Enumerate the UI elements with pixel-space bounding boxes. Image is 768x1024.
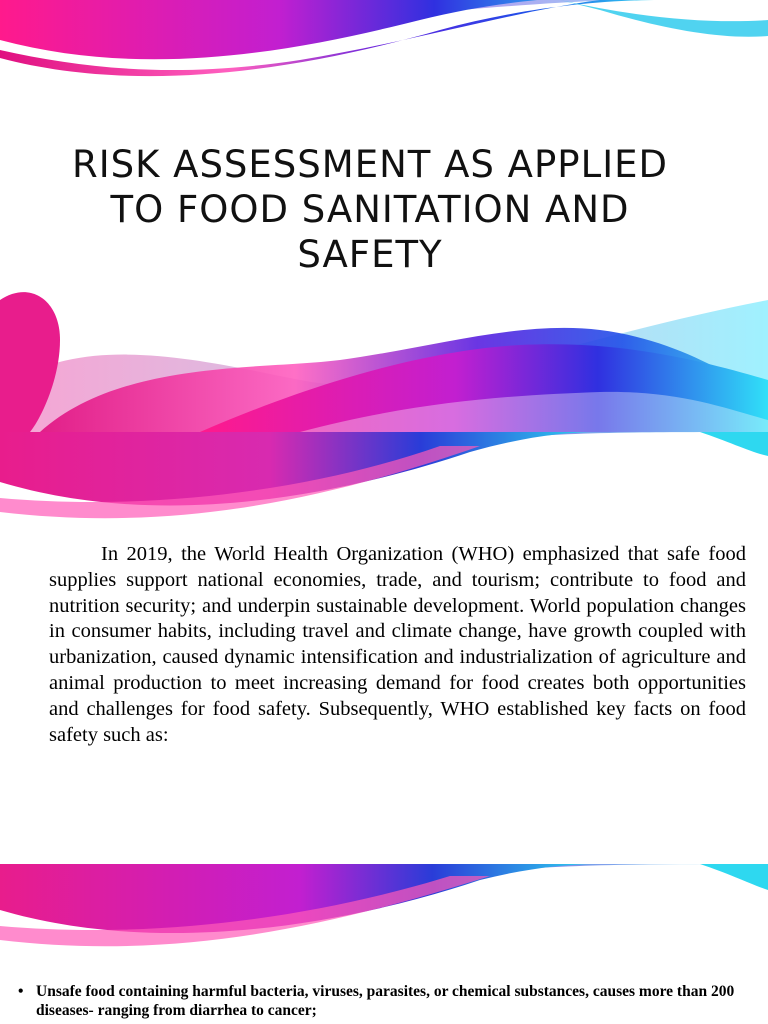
bullet-text: Unsafe food containing harmful bacteria, viruses, parasites, or chemical substances, causes more than 200 diseases- ranging from diarrhea to cancer;: [36, 983, 735, 1019]
list-item: [18, 982, 748, 1020]
title-slide: [0, 0, 768, 432]
decorative-waves-middle: [0, 432, 768, 542]
body-paragraph: In 2019, the World Health Organization (WHO) emphasized that safe food supplies support national economies, trade, and tourism; contribute to food and nutrition security; and underpin sustainable development. World population changes in consumer habits, including travel and climate change, have growth coupled with urbanization, caused dynamic intensification and industrialization of agriculture and animal production to meet increasing demand for food creates both opportunities and challenges for food safety. Subsequently, WHO established key facts on food safety such as:: [49, 543, 746, 746]
content-slide: [0, 432, 768, 864]
bullet-slide: [0, 864, 768, 1024]
bullet-list: [18, 982, 748, 1020]
decorative-waves-bottom: [0, 864, 768, 964]
slide-title: RISK ASSESSMENT AS APPLIED TO FOOD SANITATION AND SAFETY: [72, 143, 668, 276]
bullet-icon: •: [18, 983, 24, 1000]
